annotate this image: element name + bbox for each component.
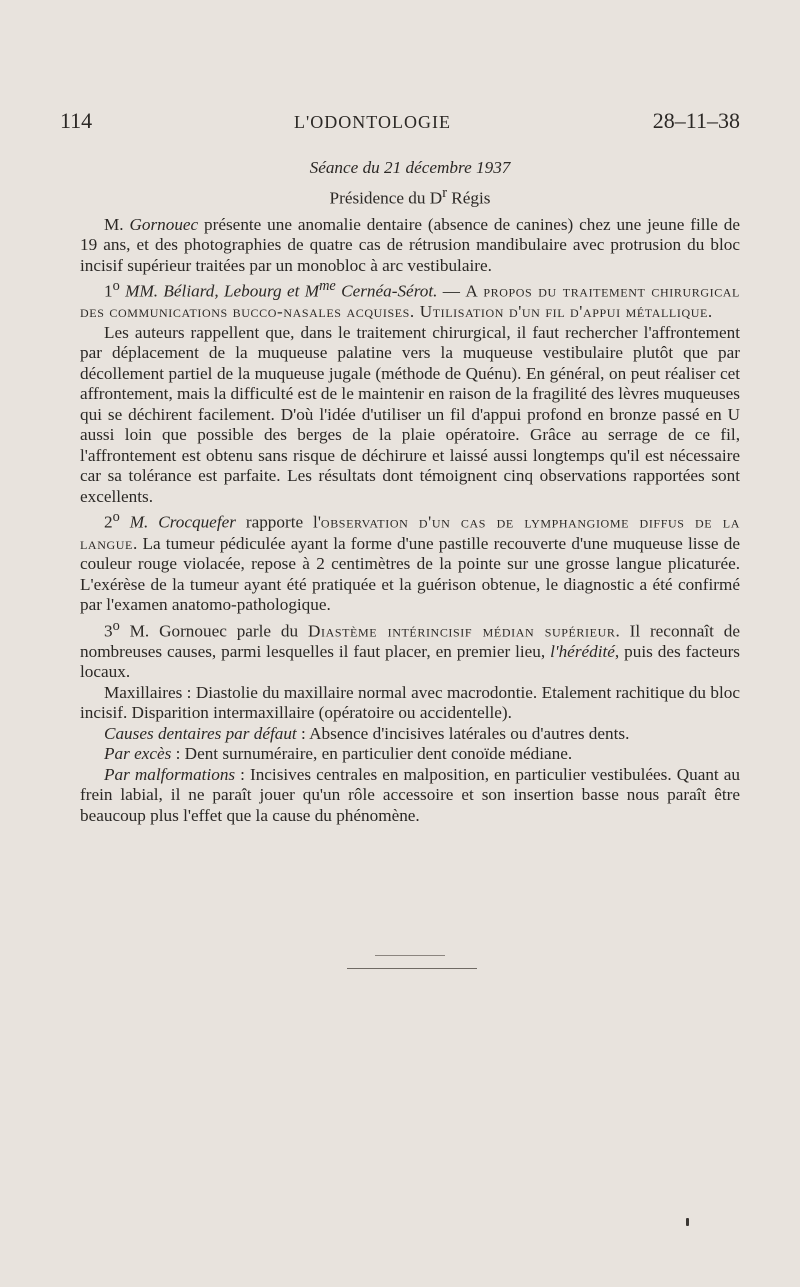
presidency-line: Présidence du $D^r$ Régis [329,184,491,208]
paragraph-communication-title: 1$^o$ MM. Béliard, Lebourg et $M^{me}$ Cernéa-Sérot. — A propos du traitement chirurgical des communications bucco-nasales acquises. Utilisation d'un fil d'appui métallique. [80,278,740,322]
article-body [80,158,740,826]
paragraph-causes-defaut: Causes dentaires par défaut : Absence d'incisives latérales ou d'autres dents. [104,723,630,743]
issue-date: 28–11–38 [652,108,740,133]
journal-title: L'ODONTOLOGIE [294,112,451,132]
paragraph-authors-summary: Les auteurs rappellent que, dans le traitement chirurgical, il faut rechercher l'affrontement par déplacement de la muqueuse palatine vers la muqueuse vestibulaire plutôt que par décollement partiel de la muqueuse jugale (méthode de Quénu). En général, on peut réaliser cet affrontement, mais la difficulté est de le maintenir en raison de la fragilité des lèvres muqueuses qui se déchirent facilement. D'où l'idée d'utiliser un fil d'appui profond en bronze passé en U aussi loin que possible des berges de la plaie opératoire. Grâce au serrage de ce fil, l'affrontement est obtenu sans risque de déchirure et laissé aussi longtemps qu'il est nécessaire car sa tolérance est parfaite. Les résultats dont témoignent cinq observations rapportées sont excellents. [80,322,740,506]
paragraph-par-exces: Par excès : Dent surnuméraire, en particulier dent conoïde médiane. [104,744,573,764]
paragraph-crocquefer: 2$^o$ M. Crocquefer rapporte l'observation d'un cas de lymphangiome diffus de la langue. La tumeur pédiculée ayant la forme d'une pastille recouverte d'une muqueuse lisse de couleur rouge violacée, repose à 2 centimètres de la pointe sur une grosse langue plicaturée. L'exérèse de la tumeur ayant été pratiquée et la guérison obtenue, le diagnostic a été confirmé par l'examen anatomo-pathologique. [80,509,740,615]
paragraph-gornouec-anomaly: M. Gornouec présente une anomalie dentaire (absence de canines) chez une jeune fille de 19 ans, et des photographies de quatre cas de rétrusion mandibulaire avec protrusion du bloc incisif supérieur traitées par un monobloc à arc vestibulaire. [80,214,740,275]
paragraph-diasteme: 3$^o$ M. Gornouec parle du Diastème intérincisif médian supérieur. Il reconnaît de nombreuses causes, parmi lesquelles il faut placer, en premier lieu, l'hérédité, puis des facteurs locaux. [80,617,740,682]
section-rule [347,968,477,969]
session-heading: Séance du 21 décembre 1937 [309,158,511,177]
paragraph-malformations: Par malformations : Incisives centrales en malposition, en particulier vestibulées. Quant au frein labial, il ne paraît jouer qu'un rôle accessoire et son insertion basse nous paraît être beaucoup plus l'effet que la cause du phénomène. [80,764,740,825]
page-number: 114 [60,108,93,133]
section-rule-short [375,955,445,956]
running-header [60,108,740,138]
paragraph-maxillaires: Maxillaires : Diastolie du maxillaire normal avec macrodontie. Etalement rachitique du bloc incisif. Disparition intermaxillaire (opératoire ou accidentelle). [80,682,740,723]
print-speck [686,1218,689,1226]
